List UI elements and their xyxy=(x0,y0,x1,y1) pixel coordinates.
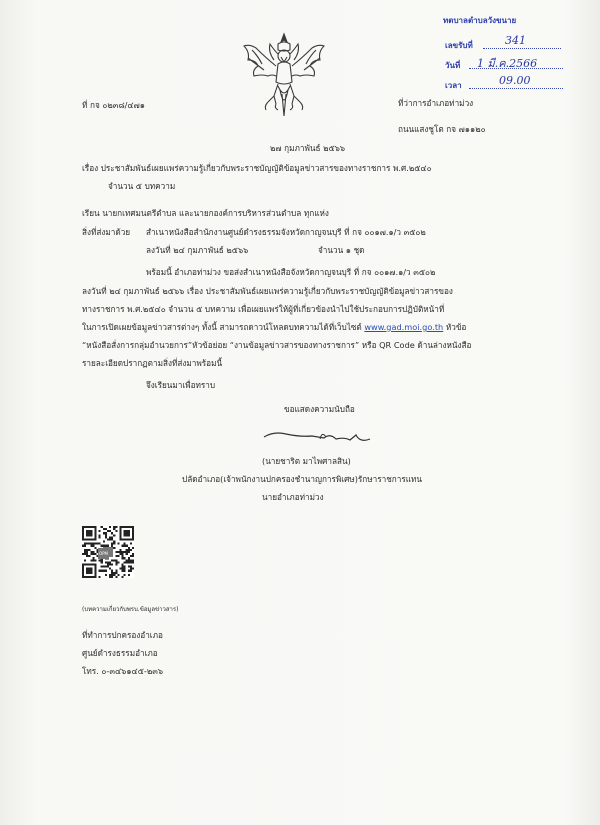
signer-position-2: นายอำเภอท่าม่วง xyxy=(262,492,324,502)
footer-line-1: ที่ทำการปกครองอำเภอ xyxy=(82,630,163,640)
body-line-1: พร้อมนี้ อำเภอท่าม่วง ขอส่งสำเนาหนังสือจังหวัดกาญจนบุรี ที่ กจ ๐๐๑๗.๑/ว ๓๕๐๒ xyxy=(146,267,436,277)
body-line-3: ทางราชการ พ.ศ.๒๕๔๐ จำนวน ๕ บทความ เพื่อเผยแพร่ให้ผู้ที่เกี่ยวข้องนำไปใช้ประกอบการปฏิบัติหน้าที่ xyxy=(82,304,445,314)
document-date: ๒๗ กุมภาพันธ์ ๒๕๖๖ xyxy=(270,143,346,153)
signer-position-1: ปลัดอำเภอ(เจ้าพนักงานปกครองชำนาญการพิเศษ)รักษาราชการแทน xyxy=(182,474,423,484)
subject-line-2: จำนวน ๕ บทความ xyxy=(108,181,176,191)
closing-regards: ขอแสดงความนับถือ xyxy=(284,404,355,414)
enclosure-count: จำนวน ๑ ชุด xyxy=(318,245,365,255)
stamp-time-label: เวลา xyxy=(445,81,462,90)
body-line-6: รายละเอียดปรากฏตามสิ่งที่ส่งมาพร้อมนี้ xyxy=(82,358,223,368)
recipient: เรียน นายกเทศมนตรีตำบล และนายกองค์การบริหารส่วนตำบล ทุกแห่ง xyxy=(82,208,329,218)
body-line-5: “หนังสือสั่งการกลุ่มอำนวยการ”หัวข้อย่อย “งานข้อมูลข่าวสารของทางราชการ” หรือ QR Code ด้านล่างหนังสือ xyxy=(82,340,472,350)
office-address: ถนนแสงชูโต กจ ๗๑๑๒๐ xyxy=(398,124,486,134)
stamp-receipt-label: เลขรับที่ xyxy=(445,41,473,50)
body-line-2: ลงวันที่ ๒๔ กุมภาพันธ์ ๒๕๖๖ เรื่อง ประชาสัมพันธ์เผยแพร่ความรู้เกี่ยวกับพระราชบัญญัติข้อมูลข่าวสารของ xyxy=(82,286,453,296)
signer-name: (นายชาริต มาไพศาลสิน) xyxy=(262,456,351,466)
stamp-date-value: 1 มี.ค.2566 xyxy=(477,57,538,70)
subject-line-1: เรื่อง ประชาสัมพันธ์เผยแพร่ความรู้เกี่ยวกับพระราชบัญญัติข้อมูลข่าวสารของทางราชการ พ.ศ.๒๕๔๐ xyxy=(82,163,432,173)
receipt-stamp xyxy=(443,14,573,94)
body-line-4 xyxy=(82,322,466,333)
gad-website-link[interactable]: www.gad.moi.go.th xyxy=(364,322,444,332)
qr-caption: (บทความเกี่ยวกับพรบ.ข้อมูลข่าวสาร) xyxy=(82,606,179,613)
stamp-date-label: วันที่ xyxy=(445,61,461,70)
stamp-time-value: 09.00 xyxy=(499,74,531,87)
enclosure-label: สิ่งที่ส่งมาด้วย xyxy=(82,227,131,237)
garuda-emblem-icon xyxy=(238,30,330,118)
body-line-4-text: ในการเปิดเผยข้อมูลข่าวสารต่างๆ ทั้งนี้ สามารถดาวน์โหลดบทความได้ที่เว็บไซต์ xyxy=(82,322,362,332)
qr-center-label: OPM xyxy=(98,548,109,559)
footer-line-2: ศูนย์ดำรงธรรมอำเภอ xyxy=(82,648,158,658)
stamp-office: ทตบาลตำบลวังขนาย xyxy=(443,16,517,25)
body-line-4-end: หัวข้อ xyxy=(445,322,467,332)
enclosure-line-2: ลงวันที่ ๒๔ กุมภาพันธ์ ๒๕๖๖ xyxy=(146,245,249,255)
footer-phone: โทร. ๐-๓๔๖๑๔๕-๒๓๖ xyxy=(82,666,164,676)
body-line-7: จึงเรียนมาเพื่อทราบ xyxy=(146,380,216,390)
signature-image xyxy=(260,425,380,453)
document-number: ที่ กจ ๐๒๓๘/๔๗๑ xyxy=(82,100,145,110)
office-name: ที่ว่าการอำเภอท่าม่วง xyxy=(398,98,474,108)
stamp-receipt-no: 341 xyxy=(505,34,526,47)
enclosure-line-1: สำเนาหนังสือสำนักงานศูนย์ดำรงธรรมจังหวัดกาญจนบุรี ที่ กจ ๐๐๑๗.๑/ว ๓๕๐๒ xyxy=(146,227,426,237)
